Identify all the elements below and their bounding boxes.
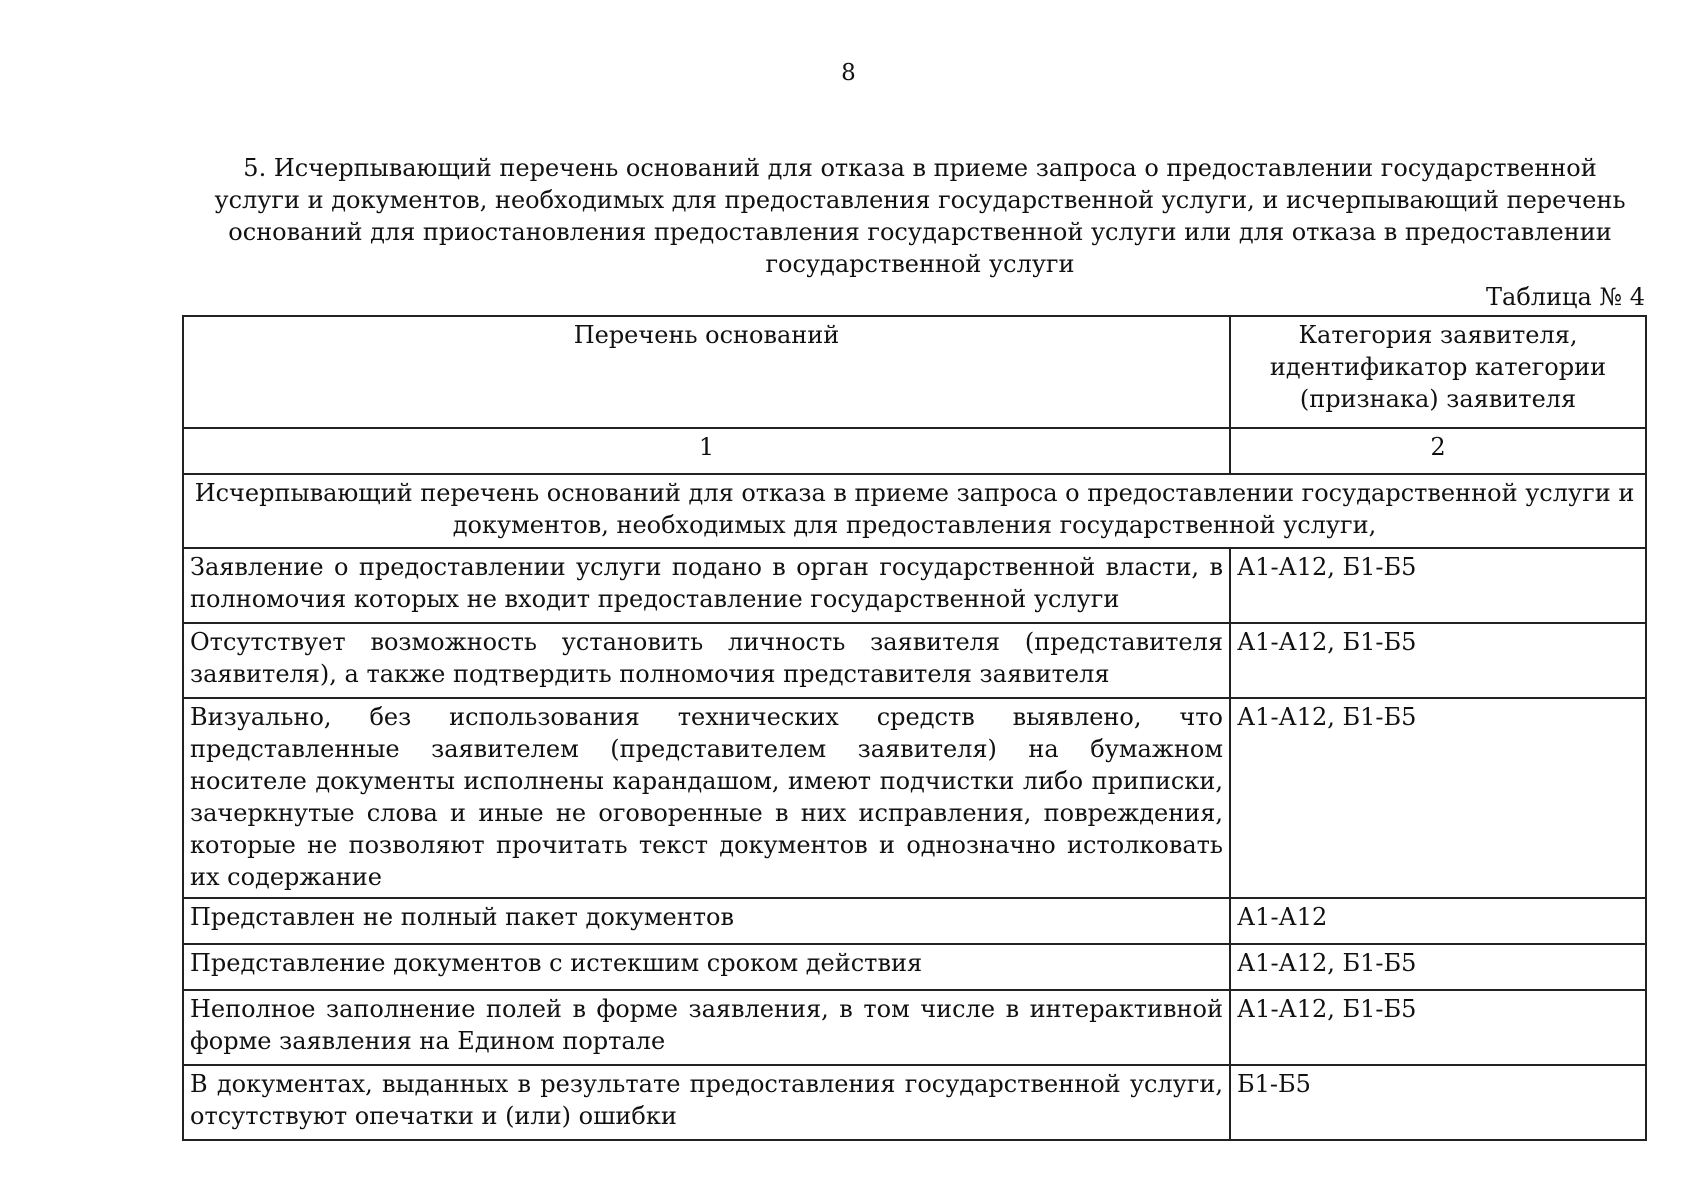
category-cell: Б1-Б5	[1230, 1065, 1646, 1140]
column-number-1: 1	[183, 428, 1230, 474]
table-subheading: Исчерпывающий перечень оснований для отказа в приеме запроса о предоставлении государственной услуги и документов, необходимых для предоставления государственной услуги,	[183, 474, 1646, 548]
reason-cell: Отсутствует возможность установить личность заявителя (представителя заявителя), а также подтвердить полномочия представителя заявителя	[183, 623, 1230, 698]
table-row	[183, 898, 1646, 944]
table-caption: Таблица № 4	[1486, 283, 1645, 311]
column-number-row	[183, 428, 1646, 474]
column-number-2: 2	[1230, 428, 1646, 474]
category-cell: А1-А12, Б1-Б5	[1230, 944, 1646, 990]
table-row	[183, 623, 1646, 698]
reason-cell: Визуально, без использования технических средств выявлено, что представленные заявителем (представителем заявителя) на бумажном носителе документы исполнены карандашом, имеют подчистки либо приписки, зачеркнутые слова и иные не оговоренные в них исправления, повреждения, которые не позволяют прочитать текст документов и однозначно истолковать их содержание	[183, 698, 1230, 898]
section-heading: 5. Исчерпывающий перечень оснований для отказа в приеме запроса о предоставлении государственной услуги и документов, необходимых для предоставления государственной услуги, и исчерпывающий перечень оснований для приостановления предоставления государственной услуги или для отказа в предоставлении государственной услуги	[214, 154, 1626, 278]
table-row	[183, 698, 1646, 898]
category-cell: А1-А12, Б1-Б5	[1230, 623, 1646, 698]
table-row	[183, 548, 1646, 623]
category-cell: А1-А12, Б1-Б5	[1230, 990, 1646, 1065]
table-subheading-row	[183, 474, 1646, 548]
reason-cell: Неполное заполнение полей в форме заявления, в том числе в интерактивной форме заявления на Едином портале	[183, 990, 1230, 1065]
category-cell: А1-А12	[1230, 898, 1646, 944]
reason-cell: Заявление о предоставлении услуги подано в орган государственной власти, в полномочия которых не входит предоставление государственной услуги	[183, 548, 1230, 623]
table-row	[183, 944, 1646, 990]
header-reasons: Перечень оснований	[183, 316, 1230, 428]
reason-cell: Представлен не полный пакет документов	[183, 898, 1230, 944]
page-number: 8	[841, 60, 856, 86]
category-cell: А1-А12, Б1-Б5	[1230, 548, 1646, 623]
table-header-row	[183, 316, 1646, 428]
table-row	[183, 990, 1646, 1065]
header-category: Категория заявителя, идентификатор категории (признака) заявителя	[1230, 316, 1646, 428]
reasons-table	[182, 315, 1647, 1141]
reason-cell: Представление документов с истекшим сроком действия	[183, 944, 1230, 990]
category-cell: А1-А12, Б1-Б5	[1230, 698, 1646, 898]
reason-cell: В документах, выданных в результате предоставления государственной услуги, отсутствуют опечатки и (или) ошибки	[183, 1065, 1230, 1140]
table-row	[183, 1065, 1646, 1140]
